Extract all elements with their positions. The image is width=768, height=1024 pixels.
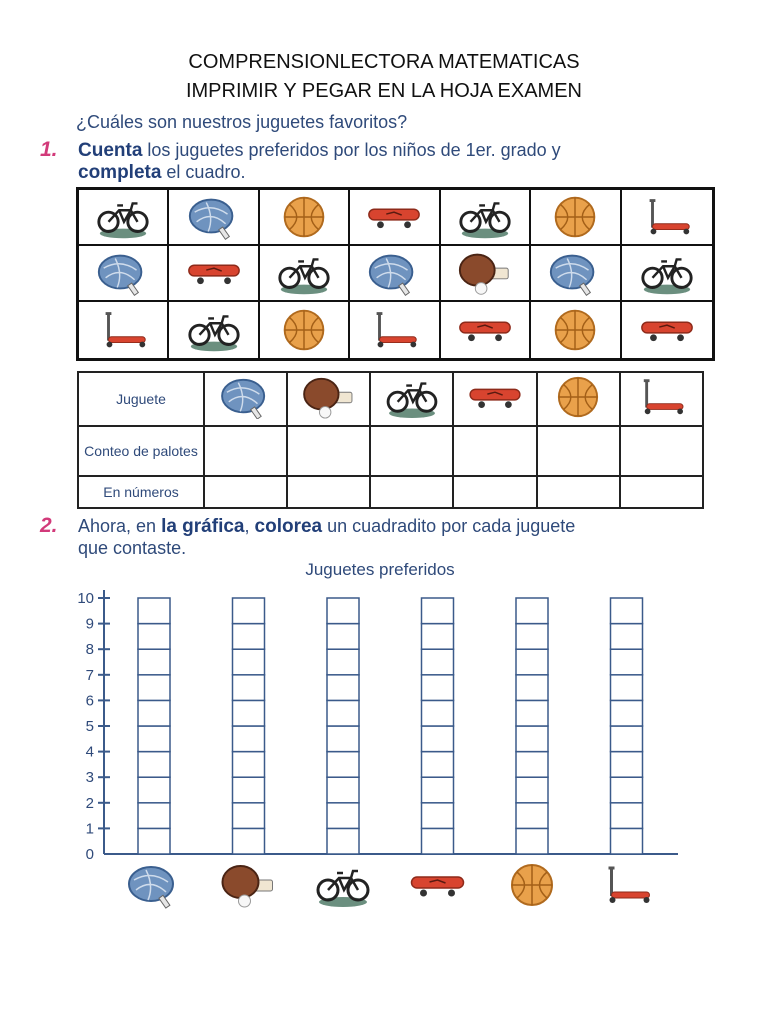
ball-icon — [275, 307, 333, 353]
bar-square-bike[interactable] — [327, 777, 359, 803]
skateboard-icon — [412, 877, 464, 897]
task-1-number: 1. — [40, 138, 58, 161]
tally-row-count — [78, 426, 703, 476]
racket-icon — [94, 250, 152, 296]
bar-square-paddle[interactable] — [233, 598, 265, 624]
paddle-icon — [298, 375, 360, 419]
bike-icon — [381, 375, 443, 419]
paddle-icon — [456, 250, 514, 296]
bar-square-ball[interactable] — [516, 649, 548, 675]
bar-square-scooter[interactable] — [611, 649, 643, 675]
bar-square-racket[interactable] — [138, 624, 170, 650]
bar-square-racket[interactable] — [138, 598, 170, 624]
header-line-2: IMPRIMIR Y PEGAR EN LA HOJA EXAMEN — [185, 80, 583, 102]
toy-cell — [622, 190, 712, 246]
scooter-icon — [609, 868, 650, 903]
tally-count-cell[interactable] — [287, 426, 370, 476]
tally-number-cell[interactable] — [453, 476, 536, 508]
bar-square-racket[interactable] — [138, 752, 170, 778]
racket-icon — [215, 375, 277, 419]
bike-icon — [456, 194, 514, 240]
bike-icon — [638, 250, 696, 296]
y-tick-label: 2 — [85, 794, 94, 812]
y-tick-label: 8 — [85, 641, 94, 659]
tally-toy-racket — [204, 372, 287, 426]
bar-square-scooter[interactable] — [611, 777, 643, 803]
bar-square-ball[interactable] — [516, 675, 548, 701]
bike-icon — [318, 871, 368, 907]
task-2-text: Ahora, en — [78, 516, 162, 536]
toy-cell — [441, 302, 531, 358]
y-tick-label: 0 — [85, 846, 94, 863]
tally-toy-ball — [537, 372, 620, 426]
tally-count-cell[interactable] — [620, 426, 703, 476]
skateboard-icon — [365, 194, 423, 240]
bike-icon — [185, 307, 243, 353]
bar-square-skateboard[interactable] — [422, 752, 454, 778]
scooter-icon — [630, 375, 692, 419]
bike-icon — [275, 250, 333, 296]
bar-square-skateboard[interactable] — [422, 700, 454, 726]
y-tick-label: 4 — [85, 743, 94, 761]
y-tick-label: 9 — [85, 615, 94, 633]
scooter-icon — [638, 194, 696, 240]
task-1-verb-count: Cuenta — [78, 140, 143, 161]
ball-icon — [546, 307, 604, 353]
bar-square-bike[interactable] — [327, 649, 359, 675]
task-2-instructions — [40, 514, 575, 559]
bar-square-racket[interactable] — [138, 828, 170, 854]
bar-square-ball[interactable] — [516, 700, 548, 726]
tally-table — [77, 371, 704, 509]
tally-label-count: Conteo de palotes — [78, 426, 204, 476]
bar-square-ball[interactable] — [516, 598, 548, 624]
bar-square-ball[interactable] — [516, 777, 548, 803]
toy-cell — [441, 246, 531, 302]
tally-number-cell[interactable] — [537, 476, 620, 508]
bar-square-racket[interactable] — [138, 803, 170, 829]
skateboard-icon — [464, 375, 526, 419]
bar-square-ball[interactable] — [516, 624, 548, 650]
task-2-comma: , — [244, 516, 255, 536]
chart-title: Juguetes preferidos — [305, 560, 455, 579]
tally-number-cell[interactable] — [204, 476, 287, 508]
task-1-instructions — [40, 138, 561, 184]
bar-square-paddle[interactable] — [233, 803, 265, 829]
racket-icon — [365, 250, 423, 296]
bar-square-skateboard[interactable] — [422, 624, 454, 650]
tally-toy-bike — [370, 372, 453, 426]
bar-square-skateboard[interactable] — [422, 803, 454, 829]
toy-cell — [79, 302, 169, 358]
bar-square-ball[interactable] — [516, 726, 548, 752]
bar-square-bike[interactable] — [327, 675, 359, 701]
bar-square-bike[interactable] — [327, 598, 359, 624]
scooter-icon — [94, 307, 152, 353]
bar-square-racket[interactable] — [138, 777, 170, 803]
bar-square-skateboard[interactable] — [422, 598, 454, 624]
bar-square-paddle[interactable] — [233, 649, 265, 675]
tally-label-number: En números — [78, 476, 204, 508]
y-tick-label: 5 — [85, 718, 94, 735]
task-1-text: los juguetes preferidos por los niños de 1er. grado y — [142, 140, 561, 160]
bar-square-scooter[interactable] — [611, 598, 643, 624]
worksheet-question: ¿Cuáles son nuestros juguetes favoritos? — [76, 112, 408, 132]
chart-svg — [60, 560, 700, 920]
toy-cell — [169, 302, 259, 358]
skateboard-icon — [638, 307, 696, 353]
tally-toy-paddle — [287, 372, 370, 426]
toy-cell — [531, 302, 621, 358]
bar-square-paddle[interactable] — [233, 675, 265, 701]
bar-square-skateboard[interactable] — [422, 726, 454, 752]
toy-cell — [350, 246, 440, 302]
tally-row-number — [78, 476, 703, 508]
tally-row-toy — [78, 372, 703, 426]
page-header — [0, 48, 768, 106]
bar-square-racket[interactable] — [138, 700, 170, 726]
bar-square-bike[interactable] — [327, 752, 359, 778]
bar-square-scooter[interactable] — [611, 624, 643, 650]
tally-number-cell[interactable] — [620, 476, 703, 508]
y-tick-label: 3 — [85, 769, 94, 787]
bar-square-bike[interactable] — [327, 624, 359, 650]
toy-cell — [622, 302, 712, 358]
ball-icon — [546, 194, 604, 240]
toy-cell — [622, 246, 712, 302]
bar-square-skateboard[interactable] — [422, 675, 454, 701]
toy-cell — [79, 190, 169, 246]
tally-number-cell[interactable] — [287, 476, 370, 508]
y-tick-label: 10 — [77, 590, 94, 607]
header-line-1: COMPRENSIONLECTORA MATEMATICAS — [188, 51, 580, 73]
bar-square-paddle[interactable] — [233, 752, 265, 778]
toy-cell — [169, 246, 259, 302]
toy-cell — [260, 190, 350, 246]
paddle-icon — [223, 866, 273, 907]
bar-square-racket[interactable] — [138, 726, 170, 752]
bike-icon — [94, 194, 152, 240]
bar-square-scooter[interactable] — [611, 700, 643, 726]
bar-square-scooter[interactable] — [611, 803, 643, 829]
tally-toy-scooter — [620, 372, 703, 426]
tally-number-cell[interactable] — [370, 476, 453, 508]
bar-square-skateboard[interactable] — [422, 777, 454, 803]
bar-square-paddle[interactable] — [233, 777, 265, 803]
bar-square-bike[interactable] — [327, 726, 359, 752]
toy-cell — [169, 190, 259, 246]
bar-square-scooter[interactable] — [611, 726, 643, 752]
task-2-bold-graph: la gráfica — [161, 516, 245, 537]
skateboard-icon — [185, 250, 243, 296]
bar-square-scooter[interactable] — [611, 828, 643, 854]
toy-cell — [531, 190, 621, 246]
task-2-text-3: un cuadradito por cada juguete — [322, 516, 576, 536]
y-tick-label: 7 — [85, 666, 94, 684]
tally-count-cell[interactable] — [537, 426, 620, 476]
tally-count-cell[interactable] — [204, 426, 287, 476]
bar-square-racket[interactable] — [138, 675, 170, 701]
bar-square-racket[interactable] — [138, 649, 170, 675]
toy-cell — [260, 246, 350, 302]
skateboard-icon — [456, 307, 514, 353]
task-2-number: 2. — [40, 514, 58, 537]
racket-icon — [546, 250, 604, 296]
tally-count-cell[interactable] — [370, 426, 453, 476]
toy-cell — [79, 246, 169, 302]
ball-icon — [512, 865, 552, 905]
bar-square-skateboard[interactable] — [422, 649, 454, 675]
bar-square-scooter[interactable] — [611, 675, 643, 701]
bar-square-ball[interactable] — [516, 752, 548, 778]
bar-square-bike[interactable] — [327, 700, 359, 726]
toys-grid — [76, 187, 715, 361]
toy-cell — [350, 302, 440, 358]
ball-icon — [547, 375, 609, 419]
bar-square-bike[interactable] — [327, 828, 359, 854]
scooter-icon — [365, 307, 423, 353]
ball-icon — [275, 194, 333, 240]
bar-square-paddle[interactable] — [233, 828, 265, 854]
bar-square-ball[interactable] — [516, 828, 548, 854]
y-tick-label: 1 — [85, 820, 94, 838]
tally-label-toy: Juguete — [78, 372, 204, 426]
bar-square-ball[interactable] — [516, 803, 548, 829]
bar-square-paddle[interactable] — [233, 700, 265, 726]
task-1-verb-complete: completa — [78, 162, 162, 183]
toy-cell — [260, 302, 350, 358]
task-1-text-2: el cuadro. — [161, 162, 246, 182]
tally-count-cell[interactable] — [453, 426, 536, 476]
bar-square-scooter[interactable] — [611, 752, 643, 778]
bar-square-paddle[interactable] — [233, 624, 265, 650]
racket-icon — [185, 194, 243, 240]
racket-icon — [129, 867, 173, 908]
bar-chart — [60, 560, 700, 920]
bar-square-skateboard[interactable] — [422, 828, 454, 854]
toy-cell — [350, 190, 440, 246]
toy-cell — [531, 246, 621, 302]
toy-cell — [441, 190, 531, 246]
y-tick-label: 6 — [85, 692, 94, 710]
bar-square-bike[interactable] — [327, 803, 359, 829]
bar-square-paddle[interactable] — [233, 726, 265, 752]
task-2-line-2: que contaste. — [78, 538, 187, 558]
task-2-verb-color: colorea — [254, 516, 323, 537]
tally-toy-skateboard — [453, 372, 536, 426]
